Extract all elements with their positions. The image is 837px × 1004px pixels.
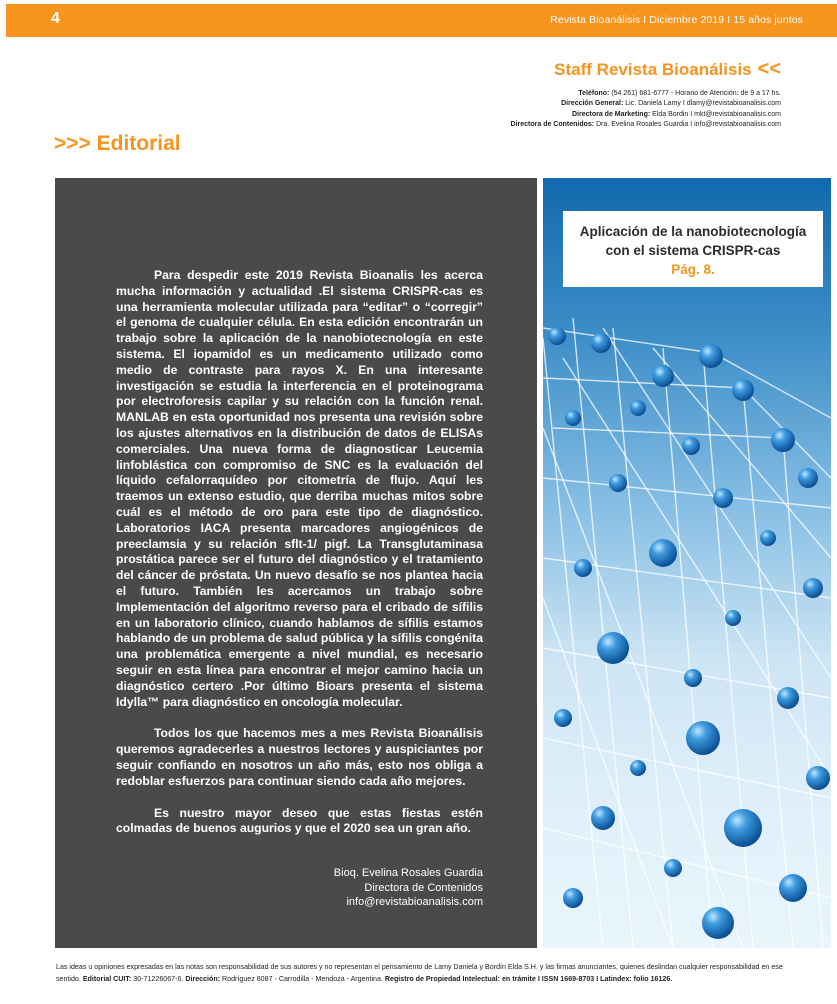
- editorial-paragraph: Todos los que hacemos mes a mes Revista Bioanálisis queremos agradecerles a nuestros lectores y auspiciantes por seguir confiando en nosotros un año más, esto nos obliga a redoblar esfuerzos para continuar siendo cada año mejores.: [116, 726, 483, 788]
- staff-title-text: Staff Revista Bioanálisis: [554, 60, 752, 79]
- staff-phone-label: Teléfono:: [578, 90, 610, 97]
- editorial-body: [116, 268, 483, 853]
- staff-phone: [511, 89, 781, 99]
- signature-name: Bioq. Evelina Rosales Guardia: [333, 867, 483, 879]
- staff-marketing-label: Directora de Marketing:: [571, 110, 651, 118]
- editorial-paragraph: Para despedir este 2019 Revista Bioanalis les acerca mucha información y actualidad .El sistema CRISPR-cas es una herramienta molecular utilizada para “editar” o “corregir” el genoma de cualquier célula. En esta edición encontrarán un trabajo sobre la aplicación de la nanobiotecnología en este sistema. El iopamidol es un medicamento utilizado como medio de contraste para rayos X. En una interesante investigación se estudia la interferencia en el proteinograma por electroforesis capilar y su relación con la función renal. MANLAB en esta oportunidad nos presenta una revisión sobre los ajustes alternativos en la distribución de datos de ELISAs comerciales. Una nueva forma de diagnosticar Leucemia linfoblástica con compromiso de SNC es la evaluación del líquido cefalorraquídeo por citometría de flujo. Aquí les traemos un extenso estudio, que derriba muchas mitos sobre cuál es el método de oro para este tipo de diagnóstico. Laboratorios IACA presenta marcadores angiogénicos de preeclamsia y su relación sflt-1/ pigf. La Transglutaminasa prostática parece ser el futuro del diagnóstico y el tratamiento del cáncer de próstata. Un nuevo desafío se nos plantea hacia el futuro. También les acercamos un trabajo sobre Implementación del algoritmo reverso para el cribado de sífilis en un laboratorio clínico, cuando hablamos de sífilis estamos hablando de un problema de salud pública y la sífilis congénita una problemática emergente a nivel mundial, es necesario seguir en esta línea para encontrar el mejor camino hacia un diagnóstico certero .Por último Bioars presenta el sistema Idylla™ para diagnóstico en oncología molecular.: [116, 268, 483, 709]
- editorial-paragraph: Es nuestro mayor deseo que estas fiestas estén colmadas de buenos augurios y que el 2020 sea un gran año.: [116, 805, 483, 836]
- cover-callout: [563, 211, 823, 287]
- staff-marketing-value: Elda Bordin I mkt@revistabioanalisis.com: [650, 110, 781, 118]
- footer-disclaimer: [56, 962, 796, 985]
- staff-contents-value: Dra. Evelina Rosales Guardia I info@revistabioanalisis.com: [594, 120, 781, 128]
- staff-contents: [511, 120, 781, 130]
- section-title: >>> Editorial: [54, 132, 181, 155]
- staff-director-general-value: Lic. Daniela Lamy I dlamy@revistabioanalisis.com: [623, 100, 781, 108]
- signature-role: Directora de Contenidos: [364, 881, 483, 894]
- top-bar: [6, 4, 837, 37]
- staff-phone-value: (54 261) 681-6777 - Horario de Atención: de 9 a 17 hs.: [609, 90, 781, 97]
- staff-director-general-label: Dirección General:: [561, 100, 624, 108]
- publication-line: Revista Bioanálisis I Diciembre 2019 I 15 años juntos: [550, 14, 803, 26]
- callout-page-ref: Pág. 8.: [671, 262, 715, 277]
- footer-disclaimer-text: Las ideas u opiniones expresadas en las notas son responsabilidad de sus autores y no representan el pensamiento de Lamy Daniela y Bordín Elda S.H. y las firmas anunciantes, quienes deslindan cualquier responsabilidad en ese sentido.: [56, 963, 783, 983]
- staff-block: [511, 58, 781, 130]
- staff-title: [511, 58, 781, 81]
- footer-cuit-value: 30-71226067-6.: [131, 974, 186, 983]
- footer-address-label: Dirección:: [185, 974, 221, 983]
- cover-image: [543, 178, 831, 948]
- signature: [260, 866, 483, 910]
- footer-cuit-label: Editorial CUIT:: [82, 974, 132, 983]
- callout-title-line1: Aplicación de la nanobiotecnología: [579, 224, 807, 239]
- staff-director-general: [511, 99, 781, 109]
- molecular-lattice-illustration: [543, 178, 831, 948]
- staff-arrows: <<: [757, 58, 781, 80]
- signature-email: info@revistabioanalisis.com: [346, 896, 483, 908]
- staff-contents-label: Directora de Contenidos:: [510, 120, 595, 128]
- footer-address-value: Rodríguez 8087 - Carrodilla - Mendoza - Argentina.: [220, 974, 385, 983]
- footer-registry: Registro de Propiedad Intelectual: en trámite I ISSN 1669-8703 I Latindex: folio 16126.: [384, 974, 673, 983]
- staff-marketing: [511, 110, 781, 120]
- callout-title-line2: con el sistema CRISPR-cas: [605, 243, 781, 258]
- page-number: 4: [51, 10, 60, 27]
